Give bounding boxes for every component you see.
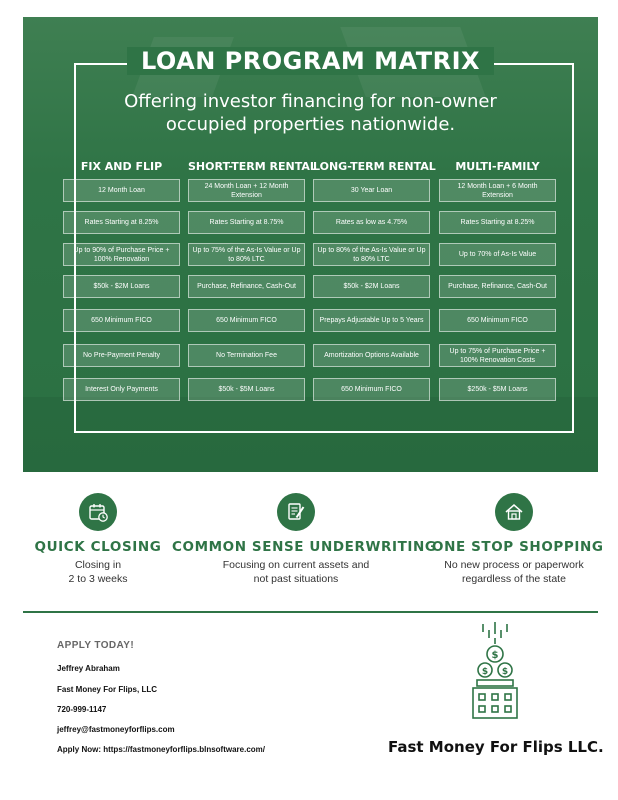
matrix-cell: 12 Month Loan xyxy=(63,179,180,202)
section-divider xyxy=(23,611,598,613)
matrix-cell: Up to 75% of the As-Is Value or Up to 80% LTC xyxy=(188,243,305,266)
calendar-clock-icon xyxy=(79,493,117,531)
feature-description xyxy=(30,558,166,586)
matrix-cell: Rates Starting at 8.25% xyxy=(439,211,556,234)
matrix-cell: 24 Month Loan + 12 Month Extension xyxy=(188,179,305,202)
contact-name: Jeffrey Abraham xyxy=(57,664,120,673)
feature-description-line: 2 to 3 weeks xyxy=(68,573,128,585)
apply-link[interactable]: Apply Now: https://fastmoneyforflips.blnsoftware.com/ xyxy=(57,745,266,754)
matrix-cell: $50k - $2M Loans xyxy=(313,275,430,298)
feature-description xyxy=(172,558,420,586)
feature-description-line: No new process or paperwork xyxy=(444,559,584,571)
matrix-cell: $50k - $5M Loans xyxy=(188,378,305,401)
matrix-cell: $50k - $2M Loans xyxy=(63,275,180,298)
matrix-cell: No Pre-Payment Penalty xyxy=(63,344,180,367)
matrix-cell: 650 Minimum FICO xyxy=(188,309,305,332)
subtitle-line: Offering investor financing for non-owner xyxy=(124,91,497,112)
svg-text:$: $ xyxy=(481,667,489,677)
matrix-cell: Purchase, Refinance, Cash-Out xyxy=(439,275,556,298)
column-short-term-rental xyxy=(188,157,317,393)
matrix-cell: 30 Year Loan xyxy=(313,179,430,202)
matrix-cell: Rates Starting at 8.75% xyxy=(188,211,305,234)
matrix-cell: Purchase, Refinance, Cash-Out xyxy=(188,275,305,298)
feature-common-sense-underwriting xyxy=(172,493,437,586)
feature-description xyxy=(432,558,596,586)
brand-name: Fast Money For Flips LLC. xyxy=(388,738,604,756)
feature-description-line: not past situations xyxy=(253,573,339,585)
subtitle-line: occupied properties nationwide. xyxy=(165,114,456,135)
apply-heading: APPLY TODAY! xyxy=(57,640,135,651)
house-icon xyxy=(495,493,533,531)
matrix-cell: Prepays Adjustable Up to 5 Years xyxy=(313,309,430,332)
column-multi-family xyxy=(439,157,556,393)
money-building-logo-icon xyxy=(463,622,527,722)
loan-matrix xyxy=(63,157,558,402)
page-title: LOAN PROGRAM MATRIX xyxy=(127,47,494,75)
matrix-cell: Up to 80% of the As-Is Value or Up to 80% LTC xyxy=(313,243,430,266)
feature-quick-closing xyxy=(30,493,166,586)
feature-description-line: Focusing on current assets and xyxy=(222,559,370,571)
contact-phone[interactable]: 720-999-1147 xyxy=(57,705,107,714)
svg-text:$: $ xyxy=(501,667,509,677)
column-heading: MULTI-FAMILY xyxy=(455,160,540,173)
matrix-cell: No Termination Fee xyxy=(188,344,305,367)
feature-title: QUICK CLOSING xyxy=(34,539,162,555)
document-pen-icon xyxy=(277,493,315,531)
feature-description-line: regardless of the state xyxy=(462,573,566,585)
page-subtitle xyxy=(23,90,598,136)
matrix-cell: Up to 90% of Purchase Price + 100% Renovation xyxy=(63,243,180,266)
column-heading: LONG-TERM RENTAL xyxy=(313,160,436,173)
matrix-cell: Rates Starting at 8.25% xyxy=(63,211,180,234)
matrix-cell: Up to 75% of Purchase Price + 100% Renovation Costs xyxy=(439,344,556,367)
matrix-cell: $250k - $5M Loans xyxy=(439,378,556,401)
matrix-cell: Up to 70% of As-Is Value xyxy=(439,243,556,266)
matrix-cell: 12 Month Loan + 6 Month Extension xyxy=(439,179,556,202)
matrix-cell: Amortization Options Available xyxy=(313,344,430,367)
feature-title: COMMON SENSE UNDERWRITING xyxy=(172,539,437,555)
feature-title: ONE STOP SHOPPING xyxy=(432,539,604,555)
title-wrap xyxy=(23,47,598,75)
contact-company: Fast Money For Flips, LLC xyxy=(57,685,158,694)
column-long-term-rental xyxy=(313,157,436,393)
feature-description-line: Closing in xyxy=(74,559,122,571)
matrix-cell: 650 Minimum FICO xyxy=(313,378,430,401)
matrix-cell: 650 Minimum FICO xyxy=(439,309,556,332)
matrix-cell: Interest Only Payments xyxy=(63,378,180,401)
svg-text:$: $ xyxy=(491,650,499,661)
contact-email[interactable]: jeffrey@fastmoneyforflips.com xyxy=(57,725,175,734)
matrix-cell: 650 Minimum FICO xyxy=(63,309,180,332)
column-heading: FIX AND FLIP xyxy=(80,160,163,173)
feature-one-stop-shopping xyxy=(432,493,604,586)
column-fix-and-flip xyxy=(63,157,180,393)
column-heading: SHORT-TERM RENTAL xyxy=(188,160,317,173)
hero-panel xyxy=(23,17,598,472)
matrix-cell: Rates as low as 4.75% xyxy=(313,211,430,234)
